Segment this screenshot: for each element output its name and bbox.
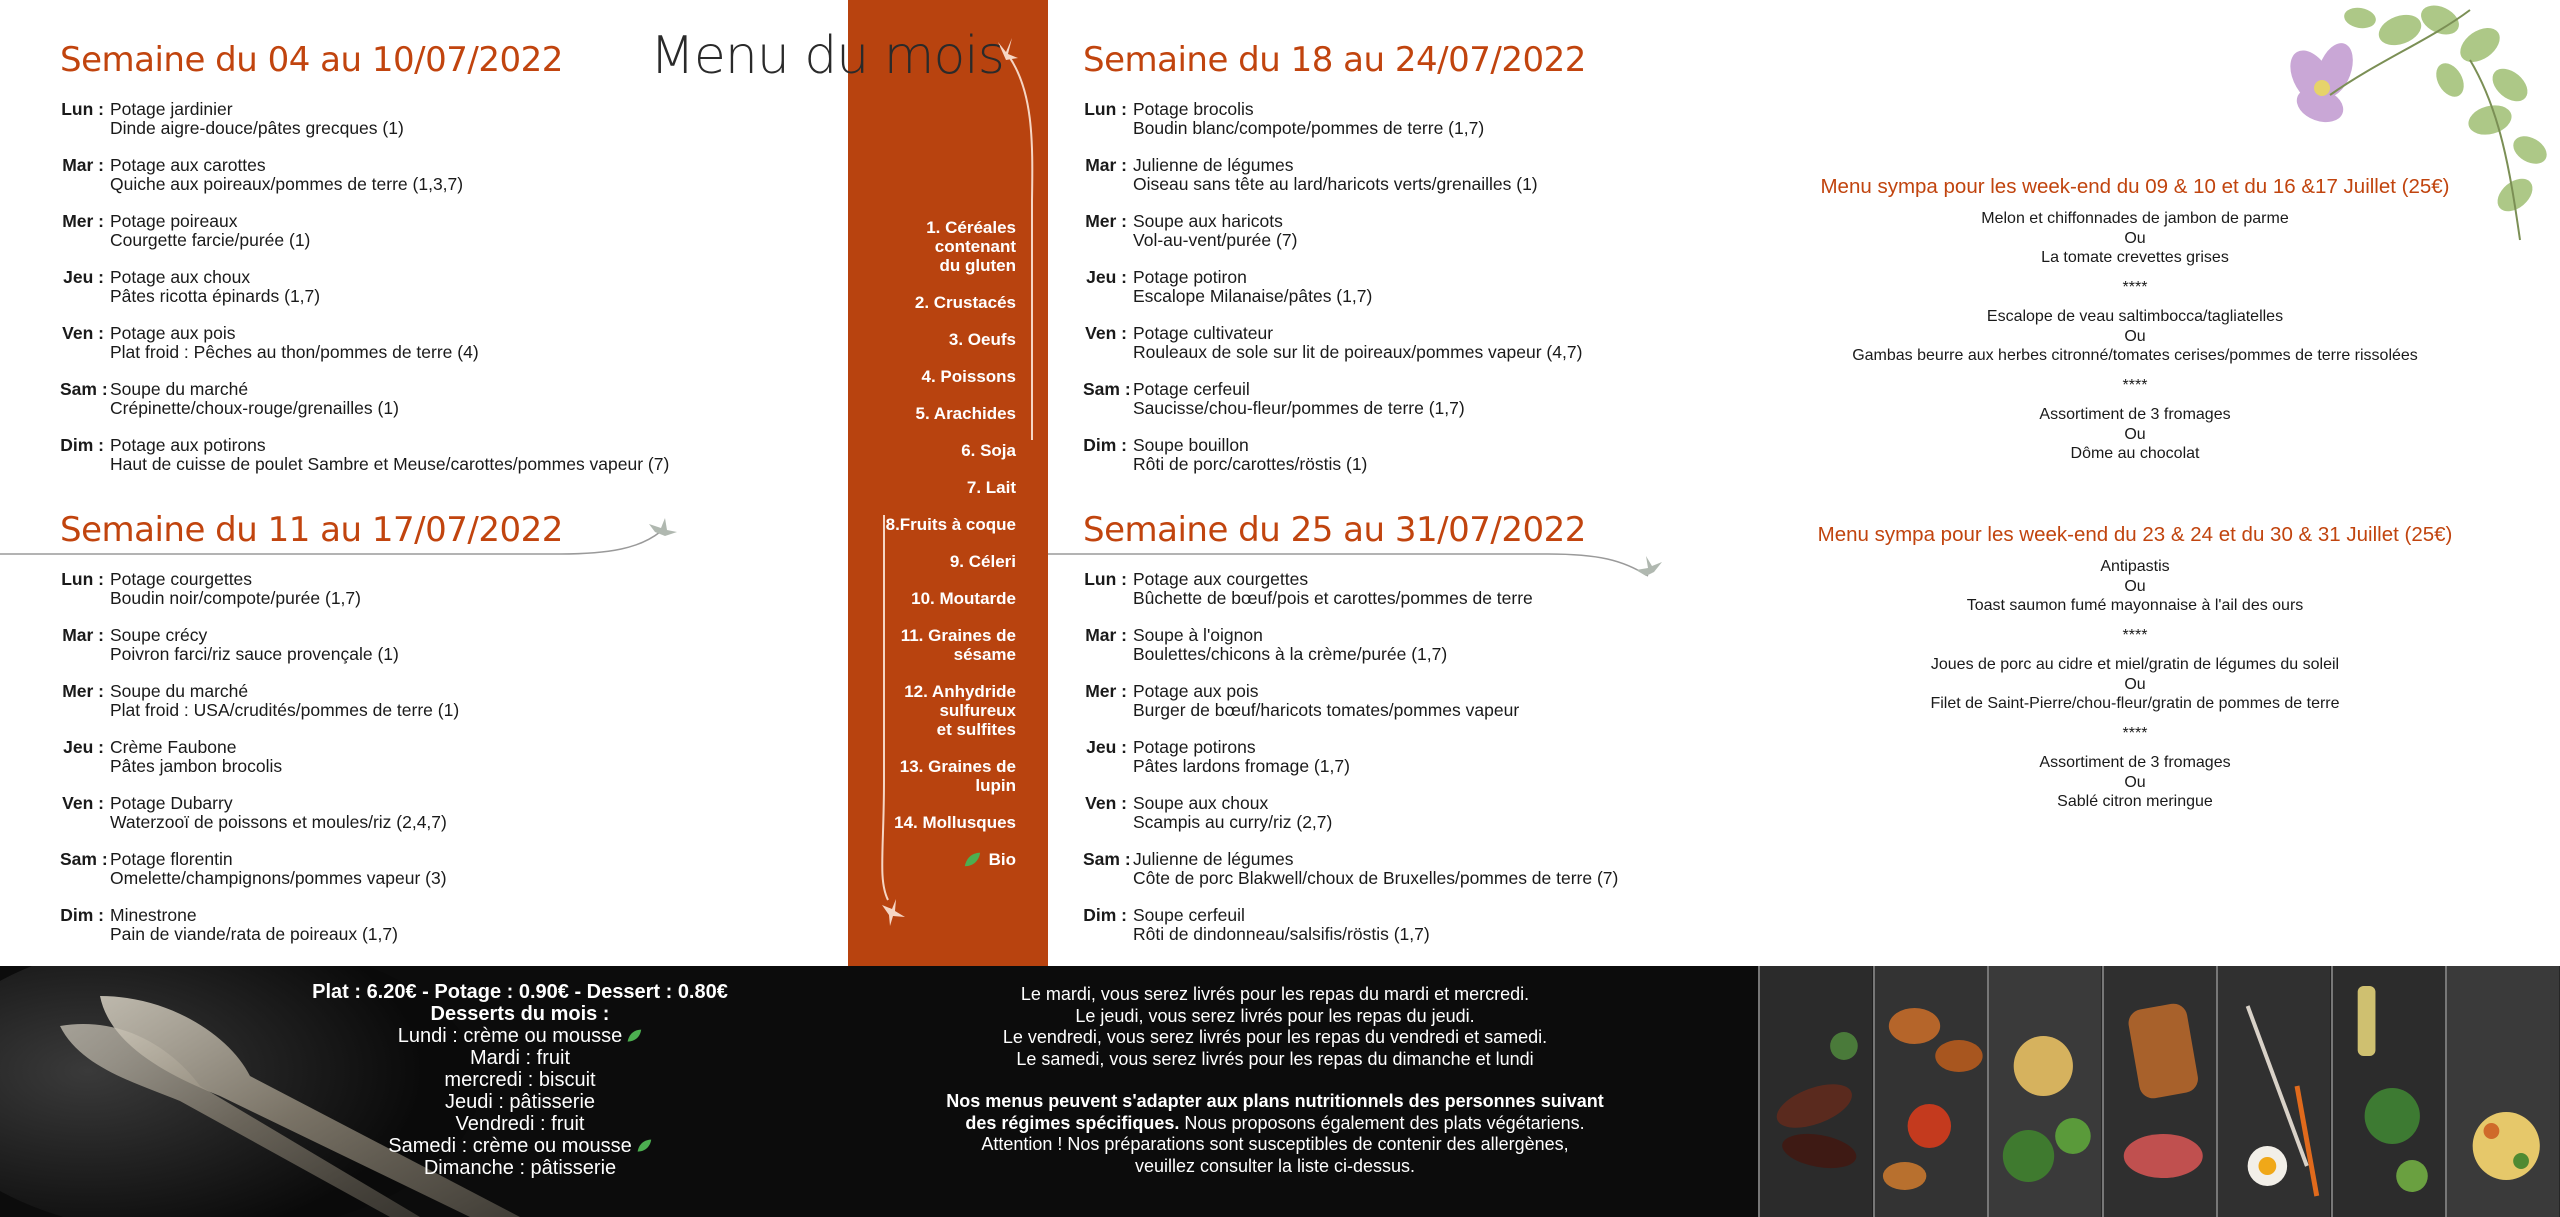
price-list: Plat : 6.20€ - Potage : 0.90€ - Dessert : 0.80€ bbox=[312, 981, 728, 1003]
day-entry bbox=[60, 436, 669, 474]
soup: Potage aux pois bbox=[1133, 681, 1259, 701]
day-entry bbox=[60, 100, 669, 138]
allergen-bio bbox=[848, 850, 1016, 869]
day-entry bbox=[1083, 212, 1586, 250]
weekend-title: Menu sympa pour les week-end du 09 & 10 et du 16 &17 Juillet (25€) bbox=[1820, 175, 2450, 198]
week-section bbox=[60, 510, 563, 962]
or-label: Ou bbox=[2124, 773, 2146, 791]
dessert-list bbox=[260, 1025, 780, 1179]
day-label: Sam : bbox=[60, 849, 108, 869]
main-dish: Plat froid : USA/crudités/pommes de terre (1) bbox=[110, 700, 460, 720]
starter-option: Melon et chiffonnades de jambon de parme bbox=[1981, 210, 2289, 227]
main-dish: Boudin blanc/compote/pommes de terre (1,7) bbox=[1133, 118, 1485, 138]
soup: Soupe crécy bbox=[110, 625, 208, 645]
soup: Potage courgettes bbox=[110, 569, 253, 589]
soup: Potage potirons bbox=[1133, 737, 1256, 757]
dessert-item: Lundi : crème ou mousse bbox=[260, 1025, 780, 1047]
main-dish: Rouleaux de sole sur lit de poireaux/pommes vapeur (4,7) bbox=[1133, 342, 1583, 362]
day-label: Lun : bbox=[61, 569, 104, 589]
soup: Potage cerfeuil bbox=[1133, 379, 1250, 399]
day-label: Mer : bbox=[1085, 211, 1127, 231]
day-label: Dim : bbox=[1083, 905, 1127, 925]
day-entry bbox=[1083, 906, 1618, 944]
soup: Soupe du marché bbox=[110, 379, 249, 399]
day-label: Mer : bbox=[62, 211, 104, 231]
day-label: Dim : bbox=[1083, 435, 1127, 455]
allergen-item: 3. Oeufs bbox=[948, 330, 1016, 349]
day-entry bbox=[60, 626, 563, 664]
soup: Potage aux courgettes bbox=[1133, 569, 1309, 589]
main-dish: Saucisse/chou-fleur/pommes de terre (1,7) bbox=[1133, 398, 1465, 418]
day-label: Dim : bbox=[60, 905, 104, 925]
allergen-item: 8.Fruits à coque bbox=[885, 515, 1016, 534]
soup: Soupe du marché bbox=[110, 681, 249, 701]
dessert-item: Dimanche : pâtisserie bbox=[423, 1157, 617, 1179]
main-dish: Rôti de dindonneau/salsifis/röstis (1,7) bbox=[1133, 924, 1430, 944]
soup: Soupe à l'oignon bbox=[1133, 625, 1263, 645]
dessert-item: mercredi : biscuit bbox=[444, 1069, 596, 1091]
dessert-item: Samedi : crème ou mousse bbox=[260, 1135, 780, 1157]
week-title: Semaine du 25 au 31/07/2022 bbox=[1083, 510, 1586, 550]
day-entry bbox=[60, 324, 669, 362]
separator: **** bbox=[2122, 626, 2148, 644]
day-list bbox=[1083, 570, 1618, 944]
pasta-photo bbox=[2445, 966, 2560, 1217]
day-label: Jeu : bbox=[63, 267, 104, 287]
flower-decoration-icon bbox=[2240, 0, 2560, 250]
day-list bbox=[1083, 100, 1586, 474]
soup: Potage jardinier bbox=[110, 99, 233, 119]
salad-photo bbox=[1987, 966, 2102, 1217]
main-dish: Côte de porc Blakwell/choux de Bruxelles/pommes de terre (7) bbox=[1133, 868, 1619, 888]
day-entry bbox=[60, 380, 669, 418]
egg-photo bbox=[2216, 966, 2331, 1217]
main-dish: Courgette farcie/purée (1) bbox=[110, 230, 311, 250]
day-entry bbox=[60, 906, 563, 944]
main-dish: Poivron farci/riz sauce provençale (1) bbox=[110, 644, 399, 664]
day-entry bbox=[60, 794, 563, 832]
dessert-option: Dôme au chocolat bbox=[2070, 445, 2200, 462]
notice-line: Nos menus peuvent s'adapter aux plans nutritionnels des personnes suivant bbox=[946, 1091, 1604, 1111]
day-entry bbox=[60, 570, 563, 608]
allergen-item: 6. Soja bbox=[961, 441, 1016, 460]
weekend-menu bbox=[1760, 523, 2510, 812]
week-title: Semaine du 04 au 10/07/2022 bbox=[60, 40, 563, 80]
day-label: Lun : bbox=[1084, 99, 1127, 119]
delivery-line: Le vendredi, vous serez livrés pour les repas du vendredi et samedi. bbox=[1002, 1027, 1548, 1047]
day-entry bbox=[1083, 100, 1586, 138]
bio-label: Bio bbox=[988, 850, 1016, 869]
day-list bbox=[60, 100, 669, 474]
main-option: Gambas beurre aux herbes citronné/tomates cerises/pommes de terre rissolées bbox=[1852, 347, 2418, 364]
soup: Julienne de légumes bbox=[1133, 155, 1294, 175]
bread-photo bbox=[2102, 966, 2217, 1217]
day-entry bbox=[1083, 324, 1586, 362]
allergen-item: 13. Graines de lupin bbox=[899, 757, 1016, 795]
weekend-items bbox=[1760, 557, 2510, 812]
separator: **** bbox=[2122, 376, 2148, 394]
starter-option: La tomate crevettes grises bbox=[2041, 249, 2229, 266]
bio-leaf-icon bbox=[636, 1138, 652, 1154]
allergen-item: 12. Anhydride sulfureux et sulfites bbox=[904, 682, 1016, 739]
day-entry bbox=[1083, 626, 1618, 664]
notice-line: Attention ! Nos préparations sont susceptibles de contenir des allergènes, bbox=[981, 1134, 1569, 1154]
allergen-item: 10. Moutarde bbox=[911, 589, 1016, 608]
starter-option: Antipastis bbox=[2100, 558, 2170, 575]
dessert-option: Assortiment de 3 fromages bbox=[2039, 754, 2231, 771]
dessert-item: Mardi : fruit bbox=[469, 1047, 571, 1069]
soup: Potage potiron bbox=[1133, 267, 1247, 287]
main-dish: Quiche aux poireaux/pommes de terre (1,3,7) bbox=[110, 174, 464, 194]
soup: Potage aux choux bbox=[110, 267, 251, 287]
dessert-item: Jeudi : pâtisserie bbox=[444, 1091, 596, 1113]
soup: Crème Faubone bbox=[110, 737, 237, 757]
day-entry bbox=[1083, 738, 1618, 776]
soup: Soupe aux choux bbox=[1133, 793, 1269, 813]
delivery-line: Le mardi, vous serez livrés pour les repas du mardi et mercredi. bbox=[1020, 984, 1530, 1004]
day-entry bbox=[1083, 268, 1586, 306]
soup: Minestrone bbox=[110, 905, 197, 925]
day-label: Jeu : bbox=[1086, 267, 1127, 287]
sausage-photo bbox=[1758, 966, 1873, 1217]
week-section bbox=[60, 40, 669, 492]
day-label: Jeu : bbox=[63, 737, 104, 757]
allergen-item: 1. Céréales contenant du gluten bbox=[926, 218, 1016, 275]
soup: Potage Dubarry bbox=[110, 793, 233, 813]
main-dish: Boudin noir/compote/purée (1,7) bbox=[110, 588, 361, 608]
dessert-option: Sablé citron meringue bbox=[2057, 793, 2213, 810]
main-dish: Scampis au curry/riz (2,7) bbox=[1133, 812, 1333, 832]
footer bbox=[0, 966, 2560, 1217]
day-entry bbox=[1083, 380, 1586, 418]
main-dish: Pâtes jambon brocolis bbox=[110, 756, 283, 776]
separator: **** bbox=[2122, 278, 2148, 296]
bio-leaf-icon bbox=[963, 851, 981, 869]
delivery-line: Le jeudi, vous serez livrés pour les repas du jeudi. bbox=[1075, 1005, 1475, 1026]
main-dish: Oiseau sans tête au lard/haricots verts/grenailles (1) bbox=[1133, 174, 1538, 194]
day-label: Sam : bbox=[1083, 379, 1131, 399]
day-label: Ven : bbox=[62, 323, 104, 343]
soup: Potage brocolis bbox=[1133, 99, 1254, 119]
starter-option: Toast saumon fumé mayonnaise à l'ail des ours bbox=[1966, 597, 2304, 614]
allergen-item: 14. Mollusques bbox=[894, 813, 1016, 832]
main-dish: Omelette/champignons/pommes vapeur (3) bbox=[110, 868, 447, 888]
day-entry bbox=[1083, 156, 1586, 194]
day-label: Lun : bbox=[61, 99, 104, 119]
soup: Potage cultivateur bbox=[1133, 323, 1274, 343]
page-title: Menu du mois bbox=[650, 26, 1004, 86]
allergen-item: 4. Poissons bbox=[921, 367, 1016, 386]
main-dish: Bûchette de bœuf/pois et carottes/pommes de terre bbox=[1133, 588, 1533, 608]
main-dish: Haut de cuisse de poulet Sambre et Meuse/carottes/pommes vapeur (7) bbox=[110, 454, 670, 474]
day-entry bbox=[60, 850, 563, 888]
week-section bbox=[1083, 510, 1618, 962]
soup: Potage florentin bbox=[110, 849, 233, 869]
day-label: Mar : bbox=[62, 155, 104, 175]
week-title: Semaine du 11 au 17/07/2022 bbox=[60, 510, 563, 550]
delivery-line: Le samedi, vous serez livrés pour les repas du dimanche et lundi bbox=[1016, 1048, 1534, 1069]
day-label: Sam : bbox=[1083, 849, 1131, 869]
desserts-title: Desserts du mois : bbox=[430, 1003, 610, 1025]
day-label: Mar : bbox=[1085, 155, 1127, 175]
or-label: Ou bbox=[2124, 425, 2146, 443]
soup: Potage poireaux bbox=[110, 211, 238, 231]
main-dish: Pâtes lardons fromage (1,7) bbox=[1133, 756, 1350, 776]
day-label: Ven : bbox=[62, 793, 104, 813]
soup: Soupe bouillon bbox=[1133, 435, 1249, 455]
day-entry bbox=[60, 268, 669, 306]
main-dish: Escalope Milanaise/pâtes (1,7) bbox=[1133, 286, 1373, 306]
main-dish: Plat froid : Pêches au thon/pommes de terre (4) bbox=[110, 342, 479, 362]
soup: Potage aux potirons bbox=[110, 435, 266, 455]
main-dish: Burger de bœuf/haricots tomates/pommes vapeur bbox=[1133, 700, 1520, 720]
main-dish: Boulettes/chicons à la crème/purée (1,7) bbox=[1133, 644, 1448, 664]
main-dish: Pâtes ricotta épinards (1,7) bbox=[110, 286, 321, 306]
notice-line: des régimes spécifiques. bbox=[965, 1112, 1180, 1133]
week-title: Semaine du 18 au 24/07/2022 bbox=[1083, 40, 1586, 80]
soup: Potage aux pois bbox=[110, 323, 236, 343]
soup: Soupe cerfeuil bbox=[1133, 905, 1245, 925]
day-entry bbox=[1083, 682, 1618, 720]
main-option: Joues de porc au cidre et miel/gratin de légumes du soleil bbox=[1930, 656, 2340, 673]
separator: **** bbox=[2122, 724, 2148, 742]
food-photo-strip bbox=[1758, 966, 2560, 1217]
main-option: Escalope de veau saltimbocca/tagliatelles bbox=[1986, 308, 2284, 325]
day-entry bbox=[1083, 794, 1618, 832]
notice-line: Nous proposons également des plats végétariens. bbox=[1179, 1112, 1585, 1133]
or-label: Ou bbox=[2124, 229, 2146, 247]
day-entry bbox=[1083, 570, 1618, 608]
allergen-list bbox=[848, 218, 1016, 887]
day-label: Dim : bbox=[60, 435, 104, 455]
day-label: Sam : bbox=[60, 379, 108, 399]
main-dish: Rôti de porc/carottes/röstis (1) bbox=[1133, 454, 1368, 474]
day-label: Mer : bbox=[1085, 681, 1127, 701]
soup: Julienne de légumes bbox=[1133, 849, 1294, 869]
or-label: Ou bbox=[2124, 675, 2146, 693]
allergen-item: 7. Lait bbox=[966, 478, 1016, 497]
allergen-item: 9. Céleri bbox=[949, 552, 1016, 571]
soup: Potage aux carottes bbox=[110, 155, 266, 175]
price-block bbox=[260, 981, 780, 1179]
notice-line: veuillez consulter la liste ci-dessus. bbox=[1134, 1155, 1416, 1176]
day-label: Mar : bbox=[1085, 625, 1127, 645]
week-section bbox=[1083, 40, 1586, 492]
day-label: Jeu : bbox=[1086, 737, 1127, 757]
day-label: Lun : bbox=[1084, 569, 1127, 589]
day-label: Mer : bbox=[62, 681, 104, 701]
day-entry bbox=[1083, 436, 1586, 474]
allergen-item: 5. Arachides bbox=[915, 404, 1016, 423]
day-entry bbox=[60, 212, 669, 250]
chicken-wings-photo bbox=[1873, 966, 1988, 1217]
or-label: Ou bbox=[2124, 327, 2146, 345]
day-list bbox=[60, 570, 563, 944]
main-dish: Pain de viande/rata de poireaux (1,7) bbox=[110, 924, 398, 944]
main-dish: Crépinette/choux-rouge/grenailles (1) bbox=[110, 398, 399, 418]
soup: Soupe aux haricots bbox=[1133, 211, 1283, 231]
main-dish: Vol-au-vent/purée (7) bbox=[1133, 230, 1298, 250]
dessert-option: Assortiment de 3 fromages bbox=[2039, 406, 2231, 423]
allergen-item: 2. Crustacés bbox=[914, 293, 1016, 312]
day-label: Mar : bbox=[62, 625, 104, 645]
bio-leaf-icon bbox=[626, 1028, 642, 1044]
day-entry bbox=[1083, 850, 1618, 888]
day-entry bbox=[60, 738, 563, 776]
day-entry bbox=[60, 156, 669, 194]
day-entry bbox=[60, 682, 563, 720]
herbs-photo bbox=[2331, 966, 2446, 1217]
day-label: Ven : bbox=[1085, 323, 1127, 343]
dessert-item: Vendredi : fruit bbox=[455, 1113, 585, 1135]
day-label: Ven : bbox=[1085, 793, 1127, 813]
weekend-title: Menu sympa pour les week-end du 23 & 24 et du 30 & 31 Juillet (25€) bbox=[1817, 523, 2453, 546]
main-dish: Dinde aigre-douce/pâtes grecques (1) bbox=[110, 118, 404, 138]
main-dish: Waterzooï de poissons et moules/riz (2,4,7) bbox=[110, 812, 447, 832]
delivery-info bbox=[880, 984, 1670, 1177]
or-label: Ou bbox=[2124, 577, 2146, 595]
allergen-item: 11. Graines de sésame bbox=[900, 626, 1016, 664]
main-option: Filet de Saint-Pierre/chou-fleur/gratin de pommes de terre bbox=[1930, 695, 2340, 712]
